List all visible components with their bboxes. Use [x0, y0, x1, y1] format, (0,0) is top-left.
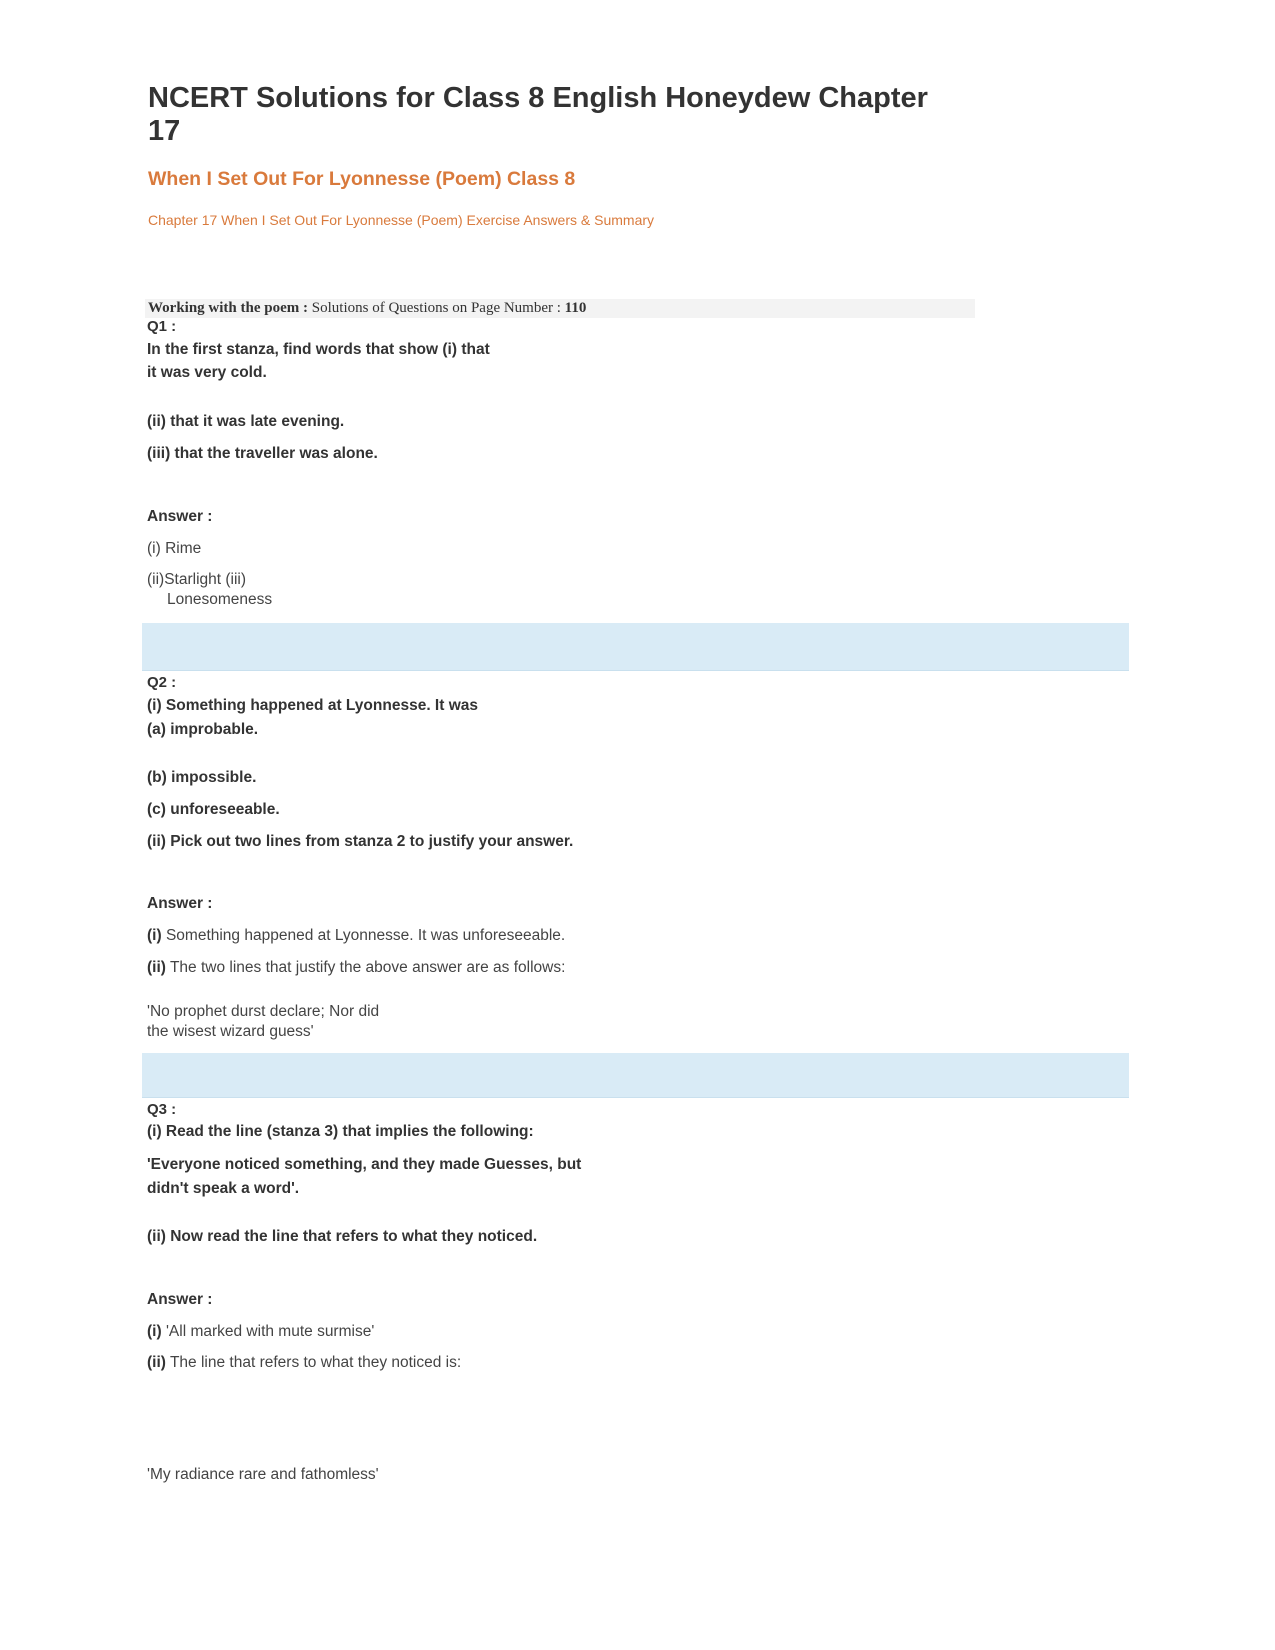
q2-line-2: (a) improbable. [147, 721, 259, 738]
q3-final-quote: 'My radiance rare and fathomless' [147, 1466, 379, 1483]
q3-line-2: 'Everyone noticed something, and they made Guesses, but [147, 1156, 582, 1173]
q2-answer-2-mark: (ii) [147, 959, 166, 976]
q2-answer-1-mark: (i) [147, 927, 162, 944]
q2-label: Q2 : [147, 674, 177, 691]
q3-line-4: (ii) Now read the line that refers to what they noticed. [147, 1228, 538, 1245]
q2-answer-2-text: The two lines that justify the above answer are as follows: [165, 959, 566, 976]
q3-label: Q3 : [147, 1101, 177, 1118]
q2-line-5: (ii) Pick out two lines from stanza 2 to justify your answer. [147, 833, 574, 850]
q2-answer-1-text: Something happened at Lyonnesse. It was unforeseeable. [161, 927, 566, 944]
q3-answer-1-mark: (i) [147, 1323, 162, 1340]
q2-quote-line-1: 'No prophet durst declare; Nor did [147, 1003, 380, 1020]
q1-answer-label: Answer : [147, 508, 213, 525]
q2-line-1: (i) Something happened at Lyonnesse. It was [147, 697, 479, 714]
q3-answer-2-text: The line that refers to what they noticed is: [165, 1354, 462, 1371]
q3-answer-label: Answer : [147, 1291, 213, 1308]
q3-answer-1-text: 'All marked with mute surmise' [161, 1323, 375, 1340]
q1-answer-1: (i) Rime [147, 540, 202, 557]
chapter-subtitle: When I Set Out For Lyonnesse (Poem) Class 8 [148, 168, 576, 190]
q3-answer-2 [147, 1354, 461, 1372]
q1-line-2: it was very cold. [147, 364, 267, 381]
q2-quote-line-2: the wisest wizard guess' [147, 1023, 314, 1040]
q2-answer-1 [147, 927, 565, 945]
section-divider-1 [142, 623, 1129, 671]
q3-line-1: (i) Read the line (stanza 3) that implies the following: [147, 1123, 534, 1140]
section-label: Working with the poem : [148, 300, 309, 316]
q2-answer-label: Answer : [147, 895, 213, 912]
section-text: Solutions of Questions on Page Number : [308, 300, 565, 316]
q1-line-3: (ii) that it was late evening. [147, 413, 345, 430]
q3-answer-1 [147, 1323, 374, 1341]
chapter-description: Chapter 17 When I Set Out For Lyonnesse (Poem) Exercise Answers & Summary [148, 212, 655, 228]
section-page-number: 110 [564, 300, 587, 316]
q1-line-4: (iii) that the traveller was alone. [147, 445, 378, 462]
q1-label: Q1 : [147, 318, 177, 335]
q1-answer-3: Lonesomeness [167, 591, 273, 608]
section-header [148, 300, 586, 317]
q2-answer-2 [147, 959, 565, 977]
q1-line-1: In the first stanza, find words that show (i) that [147, 341, 490, 358]
page-title [148, 82, 928, 148]
q1-answer-2: (ii)Starlight (iii) [147, 571, 247, 588]
q2-line-4: (c) unforeseeable. [147, 801, 280, 818]
page-title-line-1: NCERT Solutions for Class 8 English Honeydew Chapter [148, 82, 928, 114]
page-title-line-2: 17 [148, 115, 181, 147]
q2-line-3: (b) impossible. [147, 769, 257, 786]
section-divider-2 [142, 1053, 1129, 1098]
q3-line-3: didn't speak a word'. [147, 1180, 300, 1197]
q3-answer-2-mark: (ii) [147, 1354, 166, 1371]
